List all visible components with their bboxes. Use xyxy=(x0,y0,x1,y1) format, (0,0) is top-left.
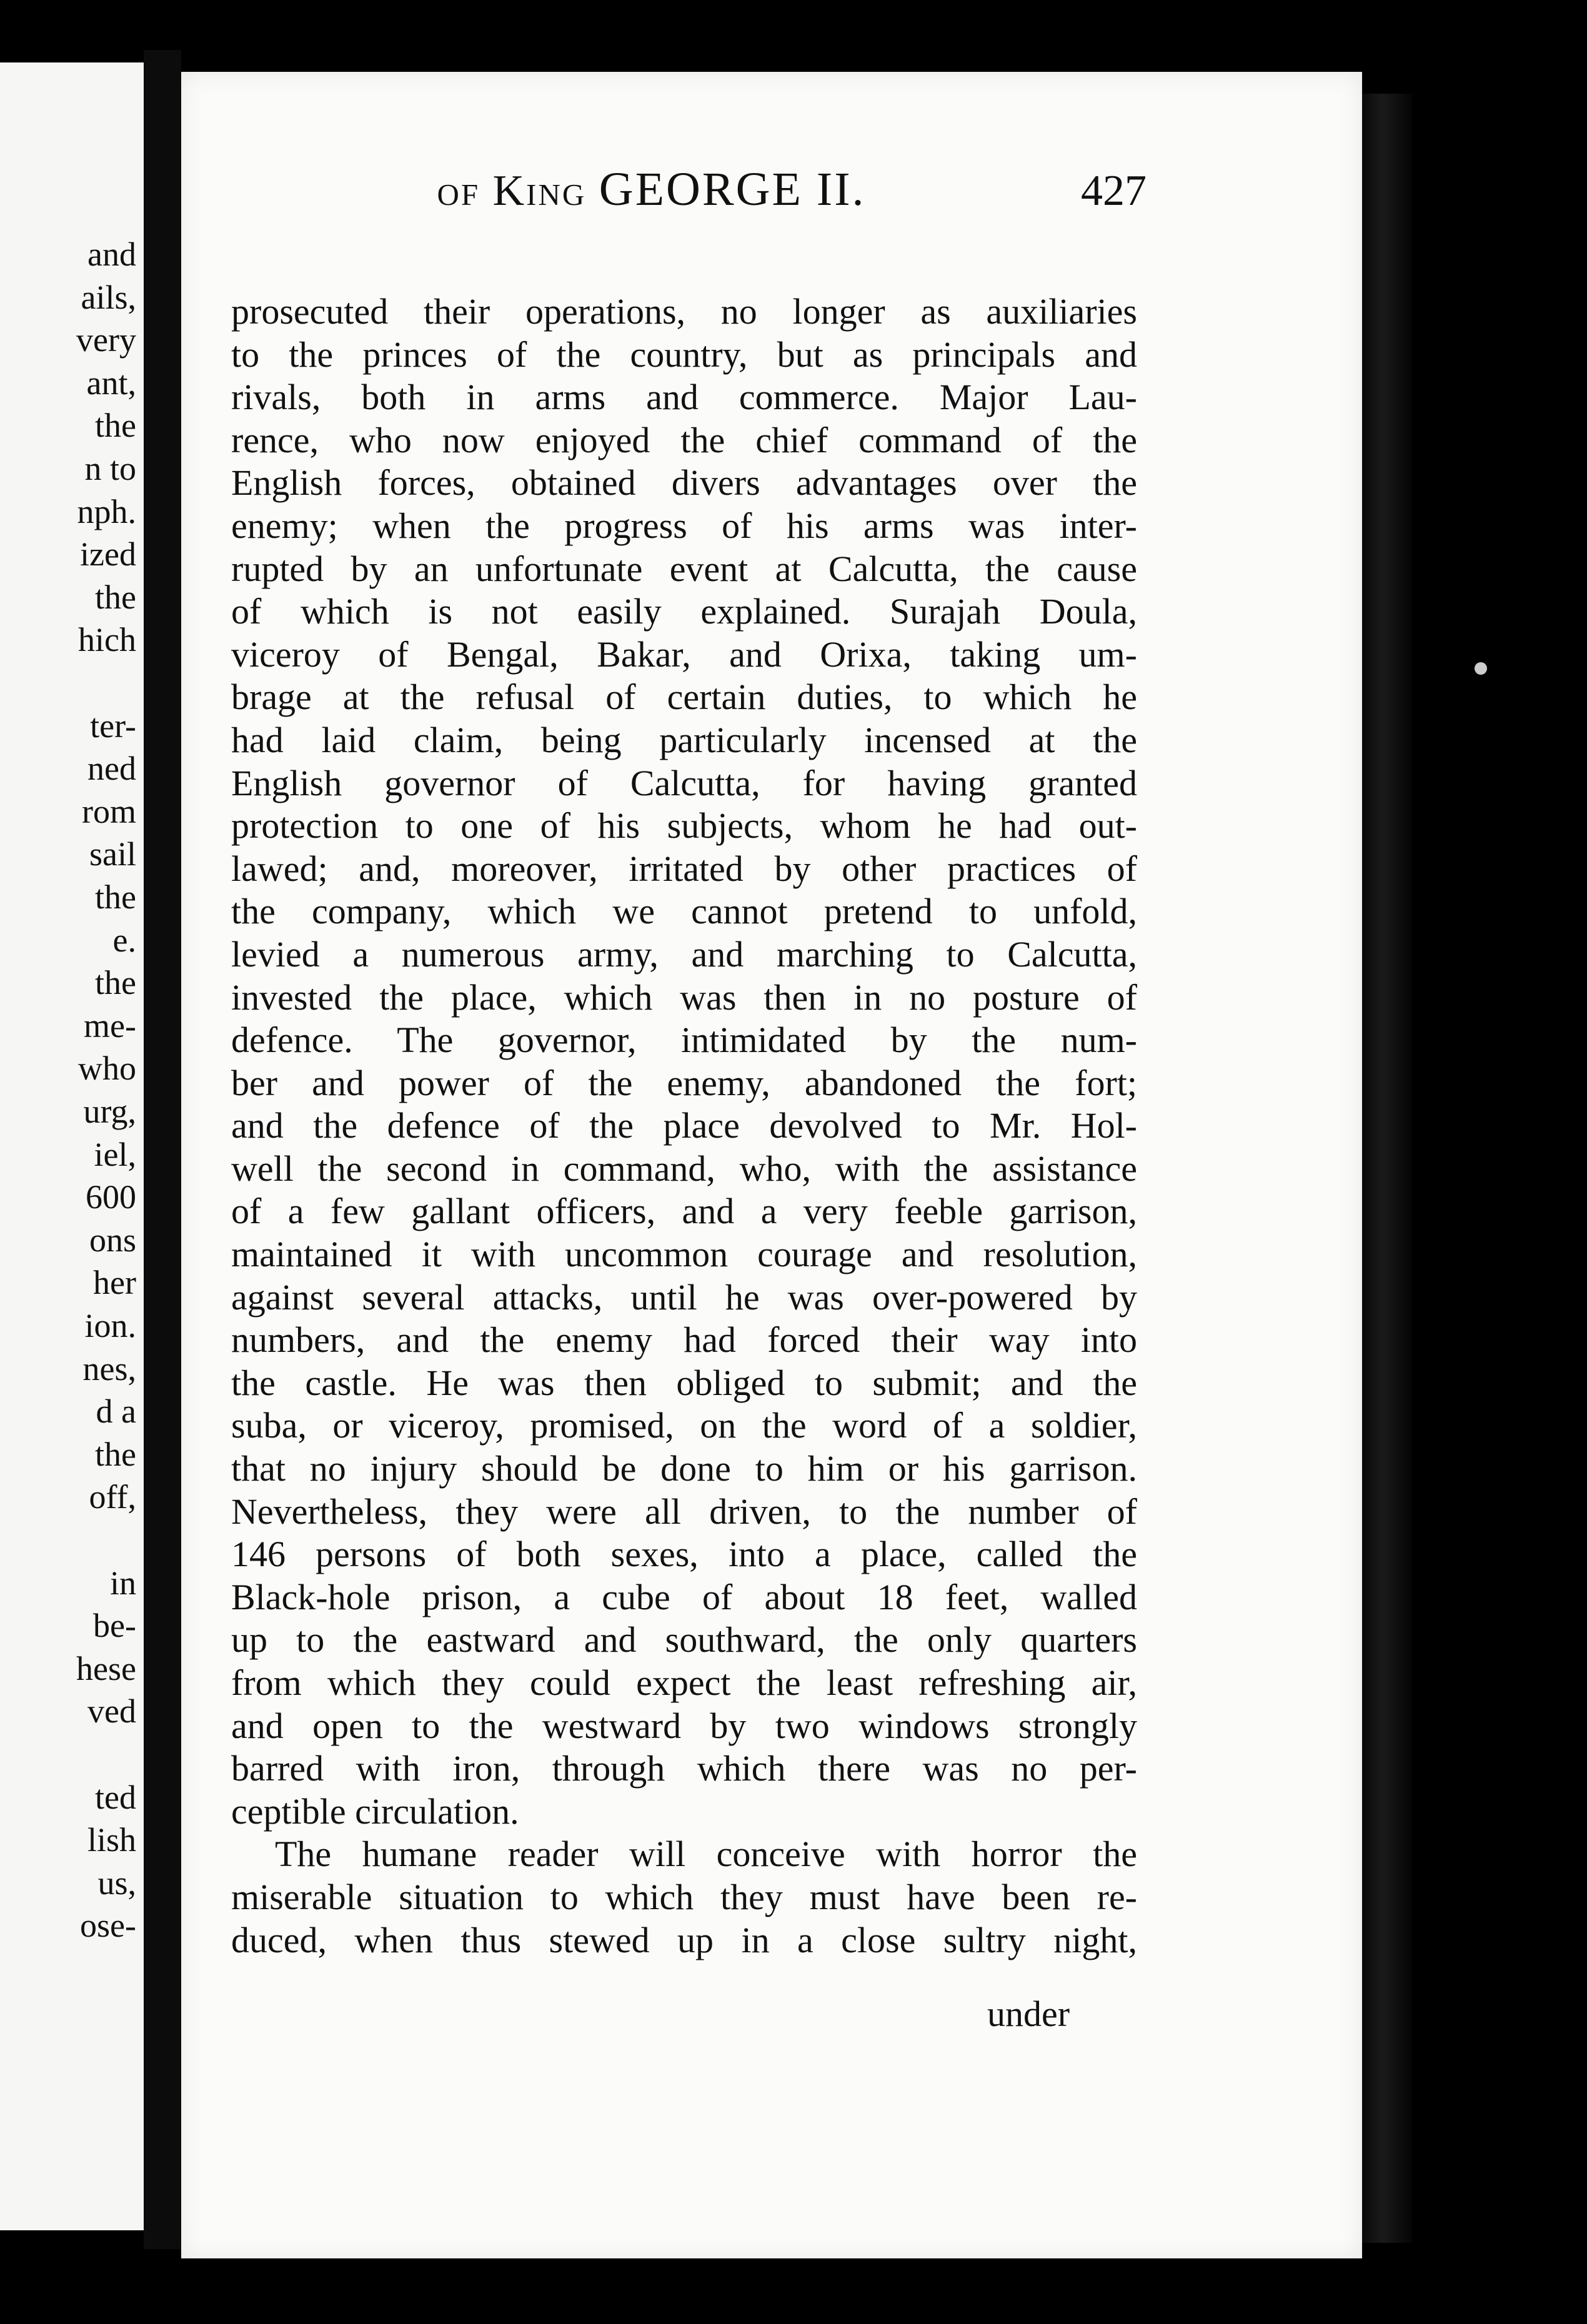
facing-page-fragment: her xyxy=(93,1264,136,1302)
text-line: Nevertheless, they were all driven, to the number of xyxy=(231,1491,1137,1532)
facing-page-fragment: ion. xyxy=(84,1307,136,1344)
facing-page-fragment: the xyxy=(95,407,136,445)
text-line: ceptible circulation. xyxy=(231,1790,519,1832)
text-line: from which they could expect the least refreshing air, xyxy=(231,1662,1137,1703)
text-line: well the second in command, who, with the assistance xyxy=(231,1148,1137,1189)
text-line: protection to one of his subjects, whom he had out- xyxy=(231,805,1137,847)
facing-page-fragment: 600 xyxy=(86,1178,136,1216)
text-line: invested the place, which was then in no posture of xyxy=(231,976,1137,1018)
text-line: rivals, both in arms and commerce. Major Lau- xyxy=(231,377,1137,418)
facing-page-fragment: iel, xyxy=(94,1135,136,1173)
facing-page-fragment: sail xyxy=(89,835,136,873)
facing-page-fragment: in xyxy=(109,1564,136,1602)
page-number: 427 xyxy=(1081,167,1147,215)
text-line: and open to the westward by two windows strongly xyxy=(231,1705,1137,1746)
running-title-prefix: of King xyxy=(437,167,587,215)
text-line: defence. The governor, intimidated by the num- xyxy=(231,1020,1137,1061)
facing-page-fragment: hich xyxy=(78,621,136,659)
text-line: up to the eastward and southward, the only quarters xyxy=(231,1619,1137,1661)
catchword: under xyxy=(987,1994,1070,2034)
running-title xyxy=(247,162,1056,217)
text-line: the company, which we cannot pretend to unfold, xyxy=(231,891,1137,932)
facing-page-fragment: ose- xyxy=(80,1907,136,1945)
facing-page-fragment: me- xyxy=(84,1006,136,1045)
text-line: The humane reader will conceive with horror the xyxy=(275,1834,1137,1875)
facing-page-fragment: n to xyxy=(84,450,136,487)
text-line: of which is not easily explained. Surajah Doula, xyxy=(231,591,1137,632)
text-line: against several attacks, until he was over-powered by xyxy=(231,1276,1137,1318)
text-line: English governor of Calcutta, for having granted xyxy=(231,762,1137,803)
text-line: English forces, obtained divers advantages over the xyxy=(231,462,1137,504)
facing-page-fragment: ted xyxy=(95,1778,136,1816)
facing-page-fragment: ved xyxy=(87,1692,136,1731)
facing-page-fragment: who xyxy=(78,1050,136,1088)
text-line: had laid claim, being particularly incensed at the xyxy=(231,719,1137,760)
text-line: the castle. He was then obliged to submit; and the xyxy=(231,1362,1137,1403)
facing-page-fragment: nes, xyxy=(82,1349,136,1388)
text-line: enemy; when the progress of his arms was inter- xyxy=(231,505,1137,546)
facing-page-fragment: e. xyxy=(112,921,136,959)
facing-page-fragment: ant, xyxy=(86,364,136,402)
facing-page-fragment: off, xyxy=(89,1478,136,1516)
facing-page-fragment: d a xyxy=(96,1393,136,1431)
facing-page-fragment: the xyxy=(95,964,136,1002)
text-line: to the princes of the country, but as principals and xyxy=(231,334,1137,375)
text-line: rence, who now enjoyed the chief command of the xyxy=(231,419,1137,460)
facing-page-fragment: rom xyxy=(82,792,136,830)
facing-page-fragment: and xyxy=(87,236,136,273)
text-line: and the defence of the place devolved to Mr. Hol- xyxy=(231,1105,1137,1146)
text-line: duced, when thus stewed up in a close sultry night, xyxy=(231,1919,1137,1960)
text-line: that no injury should be done to him or his garrison. xyxy=(231,1448,1137,1489)
facing-page-fragment: us, xyxy=(97,1864,136,1902)
ink-smudge xyxy=(1475,662,1487,675)
text-line: lawed; and, moreover, irritated by other practices of xyxy=(231,848,1137,889)
facing-page-fragment: ails, xyxy=(81,278,136,316)
text-line: maintained it with uncommon courage and resolution, xyxy=(231,1234,1137,1275)
text-line: 146 persons of both sexes, into a place, called the xyxy=(231,1534,1137,1575)
facing-page-fragment: ons xyxy=(89,1221,136,1259)
facing-page-fragment: lish xyxy=(87,1821,136,1859)
text-line: of a few gallant officers, and a very feeble garrison, xyxy=(231,1191,1137,1232)
facing-page-left xyxy=(0,62,144,2230)
facing-page-fragment: the xyxy=(95,578,136,616)
text-line: rupted by an unfortunate event at Calcutta, the cause xyxy=(231,548,1137,589)
facing-page-fragment: nph. xyxy=(77,492,136,530)
page-edge-shadow xyxy=(1362,94,1412,2243)
facing-page-fragment: be- xyxy=(93,1607,136,1645)
facing-page-fragment: the xyxy=(95,878,136,916)
facing-page-fragment: very xyxy=(76,321,136,359)
text-line: miserable situation to which they must have been re- xyxy=(231,1876,1137,1917)
book-gutter xyxy=(144,50,181,2249)
text-line: suba, or viceroy, promised, on the word of a soldier, xyxy=(231,1405,1137,1446)
body-text xyxy=(231,290,1137,1962)
text-line: Black-hole prison, a cube of about 18 feet, walled xyxy=(231,1576,1137,1617)
facing-page-fragment: ized xyxy=(80,535,136,574)
text-line: barred with iron, through which there was no per- xyxy=(231,1748,1137,1789)
running-title-main: GEORGE II. xyxy=(599,163,866,216)
facing-page-fragment: the xyxy=(95,1435,136,1473)
running-header xyxy=(247,162,1147,217)
text-line: ber and power of the enemy, abandoned the fort; xyxy=(231,1062,1137,1103)
text-line: viceroy of Bengal, Bakar, and Orixa, taking um- xyxy=(231,633,1137,675)
text-line: numbers, and the enemy had forced their way into xyxy=(231,1319,1137,1361)
facing-page-fragment: ned xyxy=(87,750,136,788)
text-line: brage at the refusal of certain duties, to which he xyxy=(231,677,1137,718)
facing-page-fragment: ter- xyxy=(90,707,136,745)
facing-page-fragment: urg, xyxy=(83,1093,136,1130)
text-line: prosecuted their operations, no longer as auxiliaries xyxy=(231,291,1137,332)
text-line: levied a numerous army, and marching to Calcutta, xyxy=(231,933,1137,975)
facing-page-fragment: hese xyxy=(76,1649,136,1687)
